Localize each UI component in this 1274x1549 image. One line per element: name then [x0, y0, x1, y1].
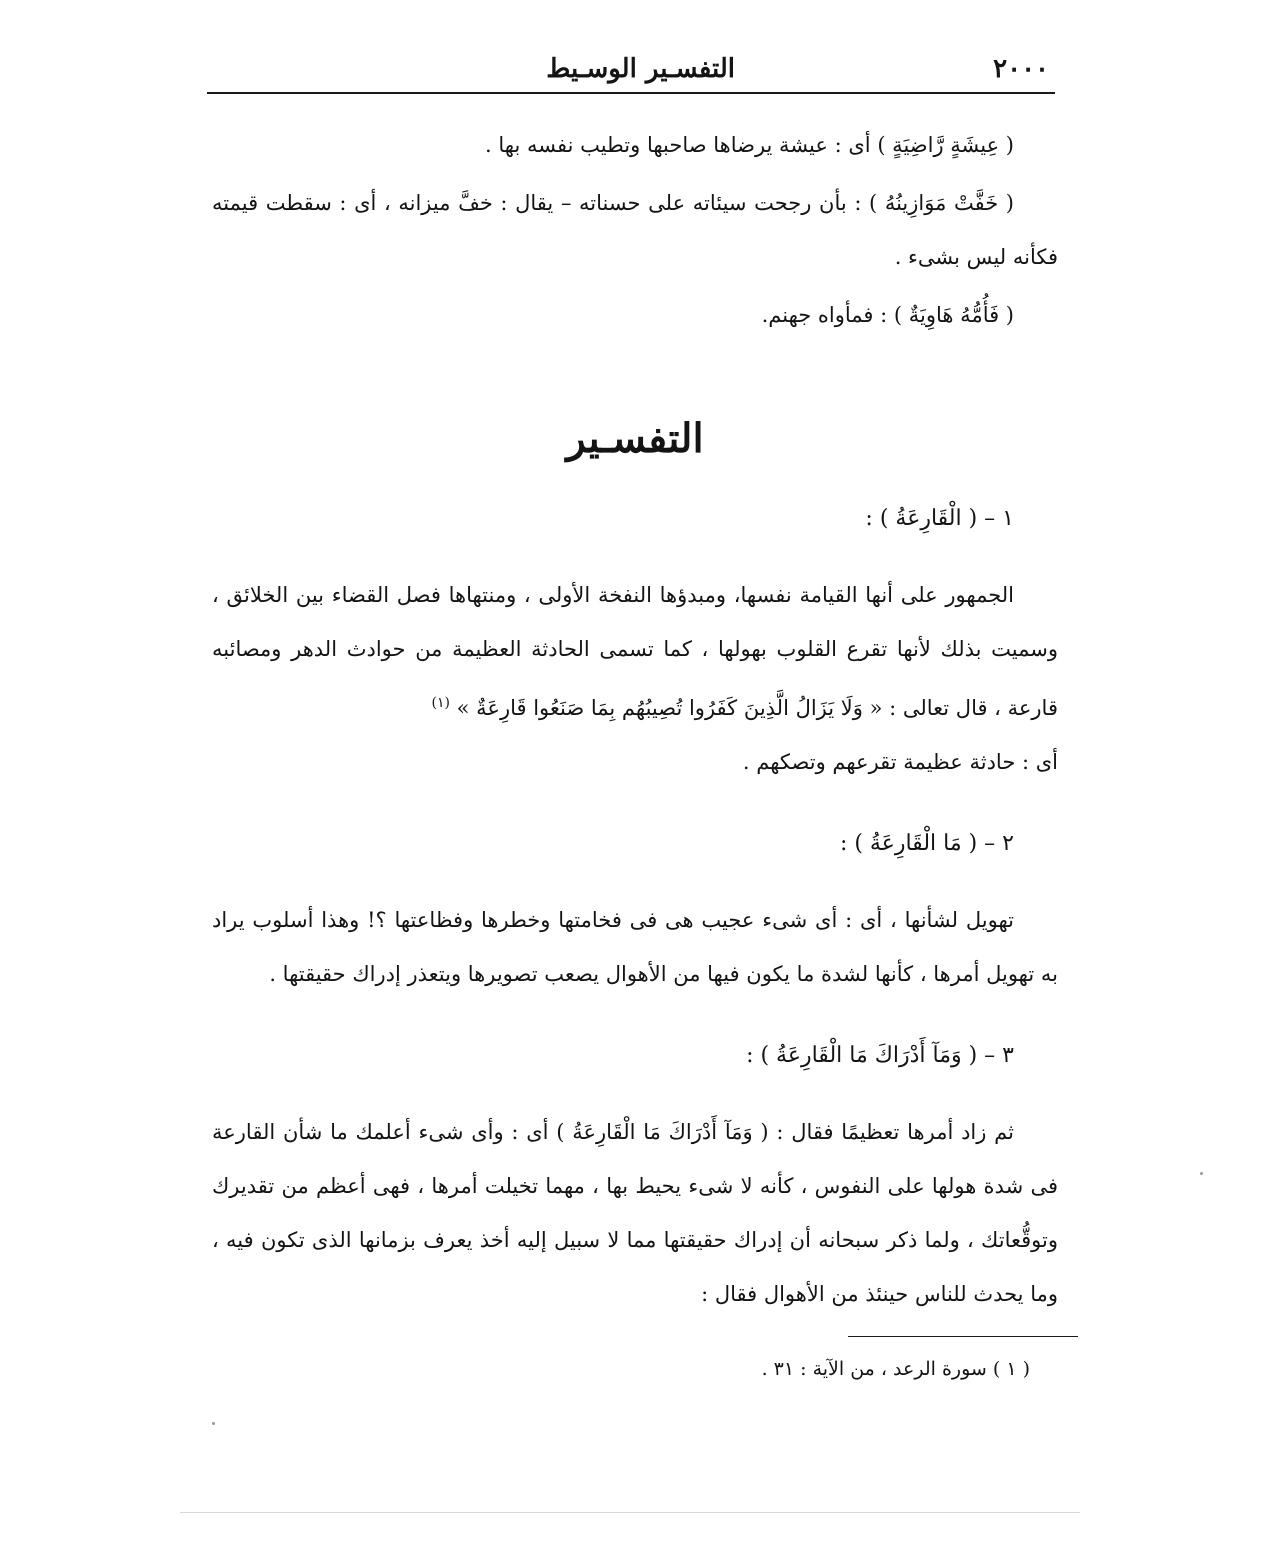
running-title: التفسـير الوسـيط [546, 54, 735, 84]
verse-heading-1: ١ – ( الْقَارِعَةُ ) : [865, 506, 1014, 531]
page-header [207, 52, 1055, 94]
scan-speck [212, 1422, 215, 1425]
verse-1-paragraph-1 [212, 568, 1058, 735]
gloss-text: : فمأواه جهنم. [761, 303, 888, 327]
scan-edge-line [180, 1512, 1080, 1513]
footnote-marker: (١) [431, 695, 450, 711]
gloss-text: : بأن رجحت سيئاته على حسناته – يقال : خفَّ ميزانه ، أى : سقطت قيمته فكأنه ليس بشىء . [212, 191, 1058, 269]
gloss-text: أى : عيشة يرضاها صاحبها وتطيب نفسه بها . [485, 133, 871, 157]
verse-3-paragraph-1: ثم زاد أمرها تعظيمًا فقال : ( وَمَآ أَدْرَاكَ مَا الْقَارِعَةُ ) أى : وأى شىء أعلمك ما شأن القارعة فى شدة هولها على النفوس ، كأنه لا شىء يحيط بها ، مهما تخيلت أمرها ، فهى أعظم من تقديرك وتوقُّعاتك ، ولما ذكر سبحانه أن إدراك حقيقتها مما لا سبيل إليه أخذ يعرف بزمانها الذى تكون فيه ، وما يحدث للناس حينئذ من الأهوال فقال : [212, 1120, 1058, 1306]
gloss-term: ( عِيشَةٍ رَّاضِيَةٍ ) [877, 133, 1014, 157]
section-title: التفسـير [566, 415, 704, 462]
gloss-1 [212, 118, 1058, 172]
footnote: ( ١ ) سورة الرعد ، من الآية : ٣١ . [761, 1358, 1030, 1380]
verse-2-paragraph-1: تهويل لشأنها ، أى : أى شىء عجيب هى فى فخامتها وخطرها وفظاعتها ؟! وهذا أسلوب يراد به تهويل أمرها ، كأنها لشدة ما يكون فيها من الأهوال يصعب تصويرها ويتعذر إدراك حقيقتها . [212, 908, 1058, 986]
scan-speck [1200, 1172, 1203, 1175]
gloss-term: ( فَأُمُّهُ هَاوِيَةٌ ) [893, 303, 1014, 327]
verse-heading-2: ٢ – ( مَا الْقَارِعَةُ ) : [839, 831, 1014, 856]
footnote-divider [848, 1336, 1078, 1337]
gloss-2 [212, 176, 1058, 284]
verse-heading-3: ٣ – ( وَمَآ أَدْرَاكَ مَا الْقَارِعَةُ ) : [746, 1043, 1014, 1068]
verse-1-paragraph-2: أى : حادثة عظيمة تقرعهم وتصكهم . [742, 750, 1058, 774]
gloss-term: ( خَفَّتْ مَوَازِينُهُ ) [869, 191, 1014, 215]
page-content [212, 118, 1058, 1321]
gloss-3 [212, 288, 1058, 342]
paragraph-text: الجمهور على أنها القيامة نفسها، ومبدؤها النفخة الأولى ، ومنتهاها فصل القضاء بين الخلائق ، وسميت بذلك لأنها تقرع القلوب بهولها ، كما تسمى الحادثة العظيمة من حوادث الدهر ومصائبه قارعة ، قال تعالى : « وَلَا يَزَالُ الَّذِينَ كَفَرُوا تُصِيبُهُم بِمَا صَنَعُوا قَارِعَةٌ » [212, 583, 1058, 720]
page-number: ٢٠٠٠ [993, 54, 1049, 84]
